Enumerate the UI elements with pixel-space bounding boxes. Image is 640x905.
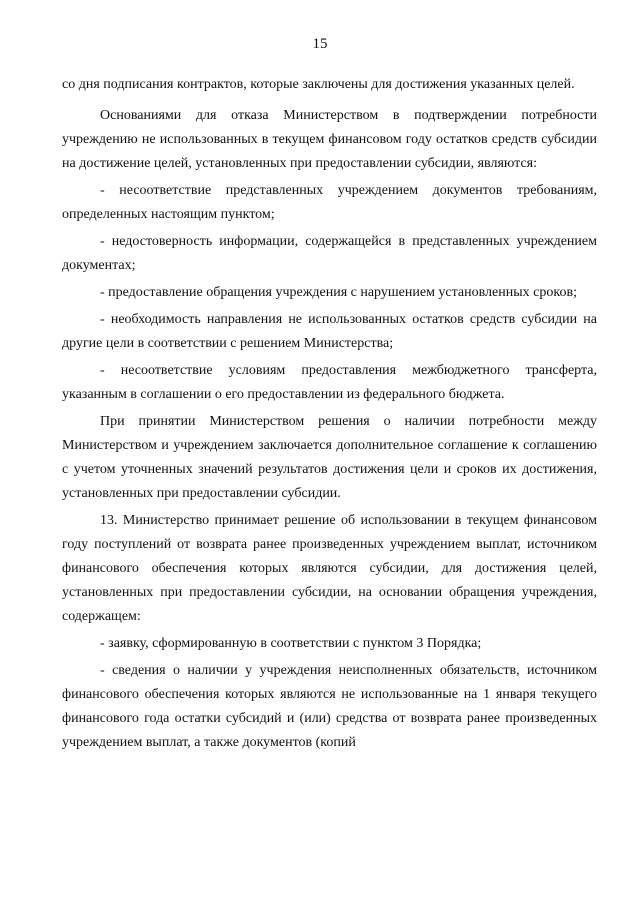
paragraph-additional-agreement: При принятии Министерством решения о наличии потребности между Министерством и учреждением заключается дополнительное соглашение к соглашению с учетом уточненных значений результатов достижения цели и сроков их достижения, установленных при предоставлении субсидии. [62, 414, 597, 501]
list-item-nonconformity-documents: - несоответствие представленных учреждением документов требованиям, определенных настоящим пунктом; [62, 183, 597, 222]
list-item-deadline-violation: - предоставление обращения учреждения с нарушением установленных сроков; [100, 285, 577, 300]
paragraph-refusal-grounds: Основаниями для отказа Министерством в подтверждении потребности учреждению не использованных в текущем финансовом году остатков средств субсидии на достижение целей, установленных при предоставлении субсидии, являются: [62, 108, 597, 171]
list-item-application: - заявку, сформированную в соответствии с пунктом 3 Порядка; [100, 636, 482, 651]
list-item-redirect-remainders: - необходимость направления не использованных остатков средств субсидии на другие цели в соответствии с решением Министерства; [62, 312, 597, 351]
list-item-transfer-conditions: - несоответствие условиям предоставления межбюджетного трансферта, указанным в соглашении о его предоставлении из федерального бюджета. [62, 363, 597, 402]
list-item-unreliable-information: - недостоверность информации, содержащейся в представленных учреждением документах; [62, 234, 597, 273]
document-body [62, 73, 597, 758]
paragraph-continuation: со дня подписания контрактов, которые заключены для достижения указанных целей. [62, 77, 575, 92]
paragraph-section-13: 13. Министерство принимает решение об использовании в текущем финансовом году поступлений от возврата ранее произведенных учреждением выплат, источником финансового обеспечения которых являются субсидии, для достижения целей, установленных при предоставлении субсидии, на основании обращения учреждения, содержащем: [62, 513, 597, 624]
list-item-obligations-info: - сведения о наличии у учреждения неисполненных обязательств, источником финансового обеспечения которых являются не использованные на 1 января текущего финансового года остатки субсидий и (или) средства от возврата ранее произведенных учреждением выплат, а также документов (копий [62, 663, 597, 750]
page-number: 15 [312, 36, 328, 52]
